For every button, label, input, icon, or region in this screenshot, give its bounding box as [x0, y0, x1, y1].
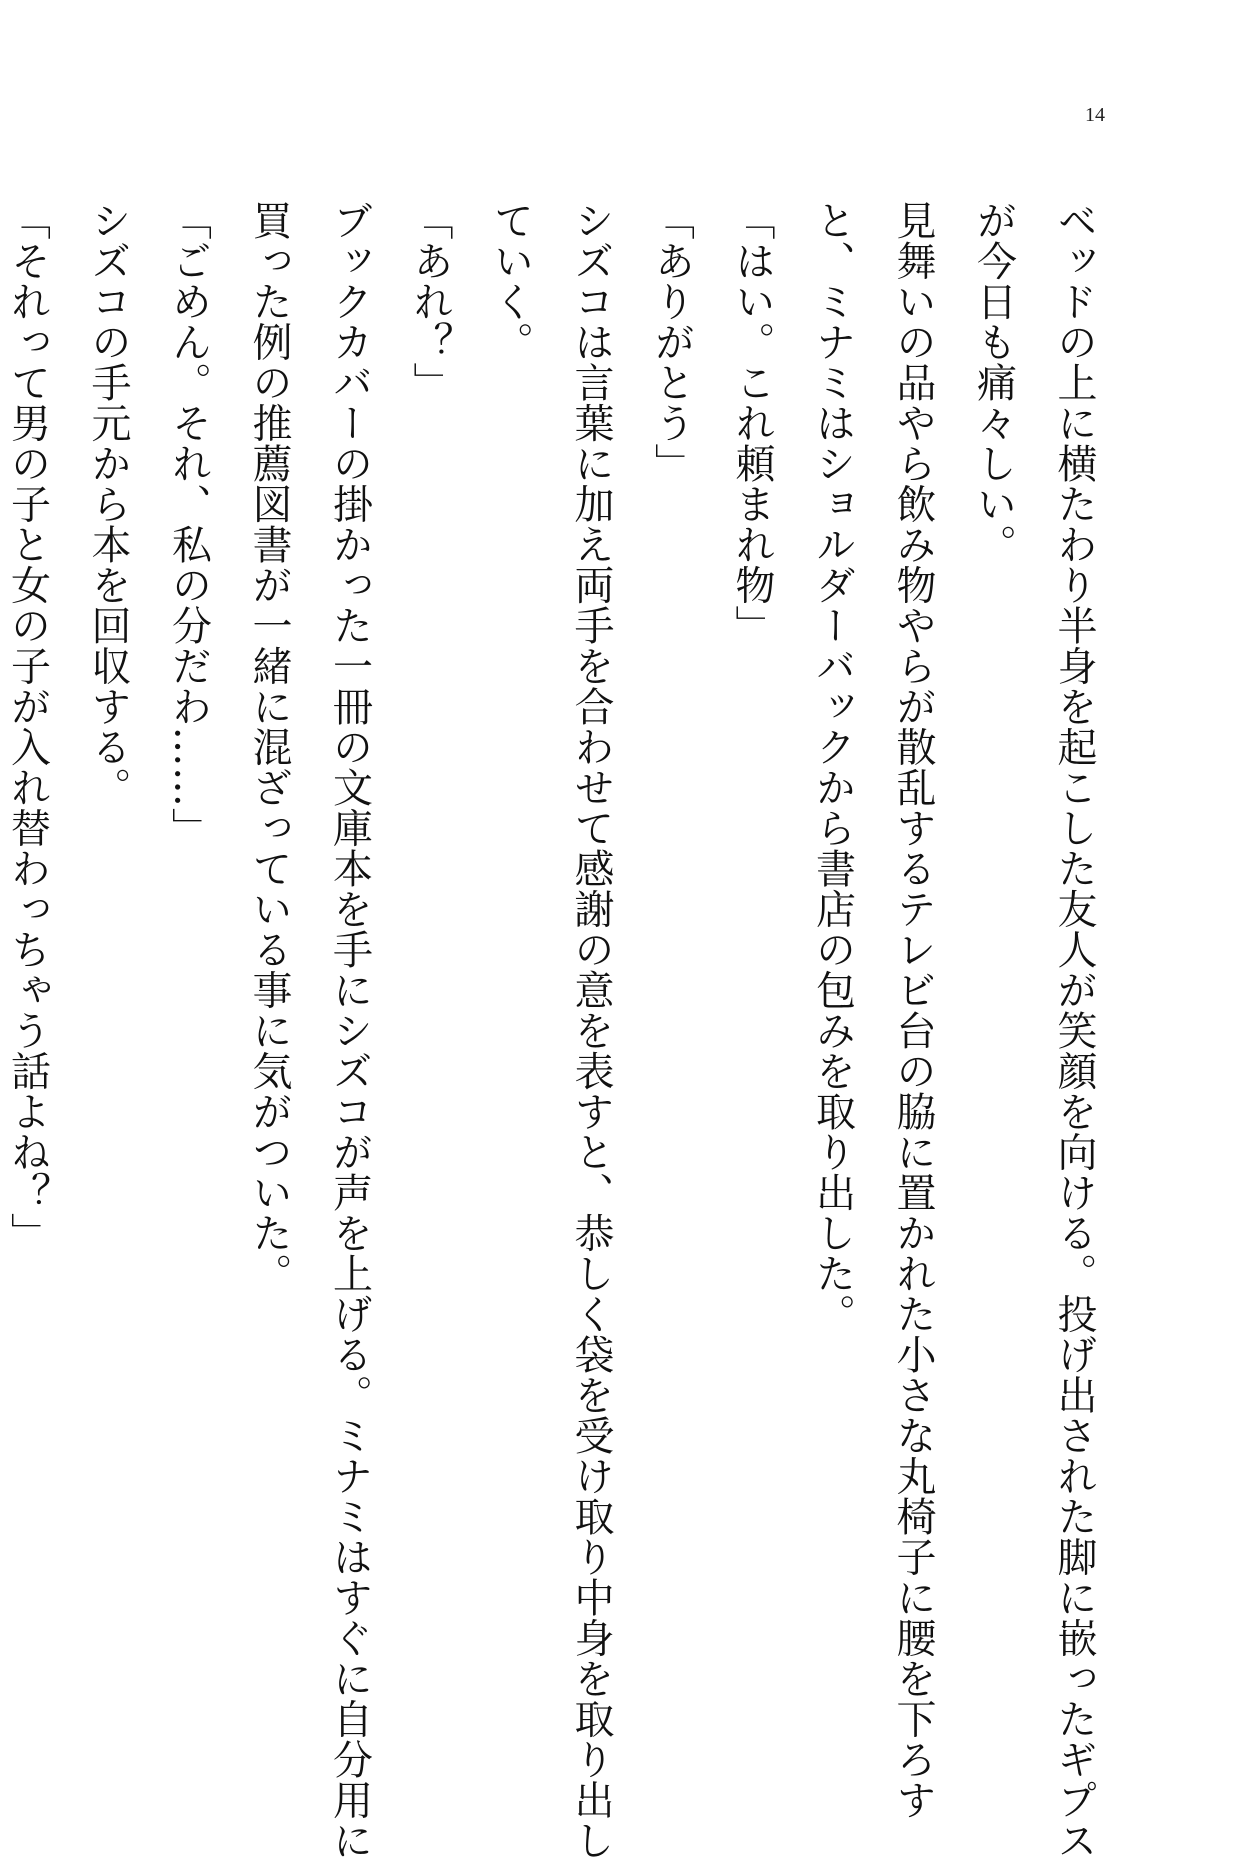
text-line: と、ミナミはショルダーバックから書店の包みを取り出した。 — [809, 200, 856, 1334]
text-line: が今日も痛々しい。 — [970, 200, 1017, 565]
text-line: 買った例の推薦図書が一緒に混ざっている事に気がついた。 — [246, 200, 292, 1294]
novel-text-block — [0, 200, 1114, 1861]
text-line: 「それって男の子と女の子が入れ替わっちゃう話よね？」 — [4, 200, 51, 1253]
text-line: 「はい。これ頼まれ物」 — [729, 200, 775, 646]
text-line: シズコの手元から本を回収する。 — [85, 200, 131, 808]
text-line: 「ごめん。それ、私の分だわ……」 — [165, 200, 212, 848]
text-line: 見舞いの品やら飲み物やらが散乱するテレビ台の脇に置かれた小さな丸椅子に腰を下ろす — [890, 200, 936, 1820]
text-line: ていく。 — [487, 200, 534, 362]
text-line: ブックカバーの掛かった一冊の文庫本を手にシズコが声を上げる。ミナミはすぐに自分用に — [326, 200, 373, 1861]
text-line: シズコは言葉に加え両手を合わせて感謝の意を表すと、恭しく袋を受け取り中身を取り出し — [568, 200, 614, 1861]
text-line: 「ありがとう」 — [648, 200, 695, 484]
text-line: ベッドの上に横たわり半身を起こした友人が笑顔を向ける。投げ出された脚に嵌ったギプス — [1051, 200, 1097, 1861]
page-number: 14 — [1085, 104, 1105, 126]
text-line: 「あれ？」 — [407, 200, 453, 403]
